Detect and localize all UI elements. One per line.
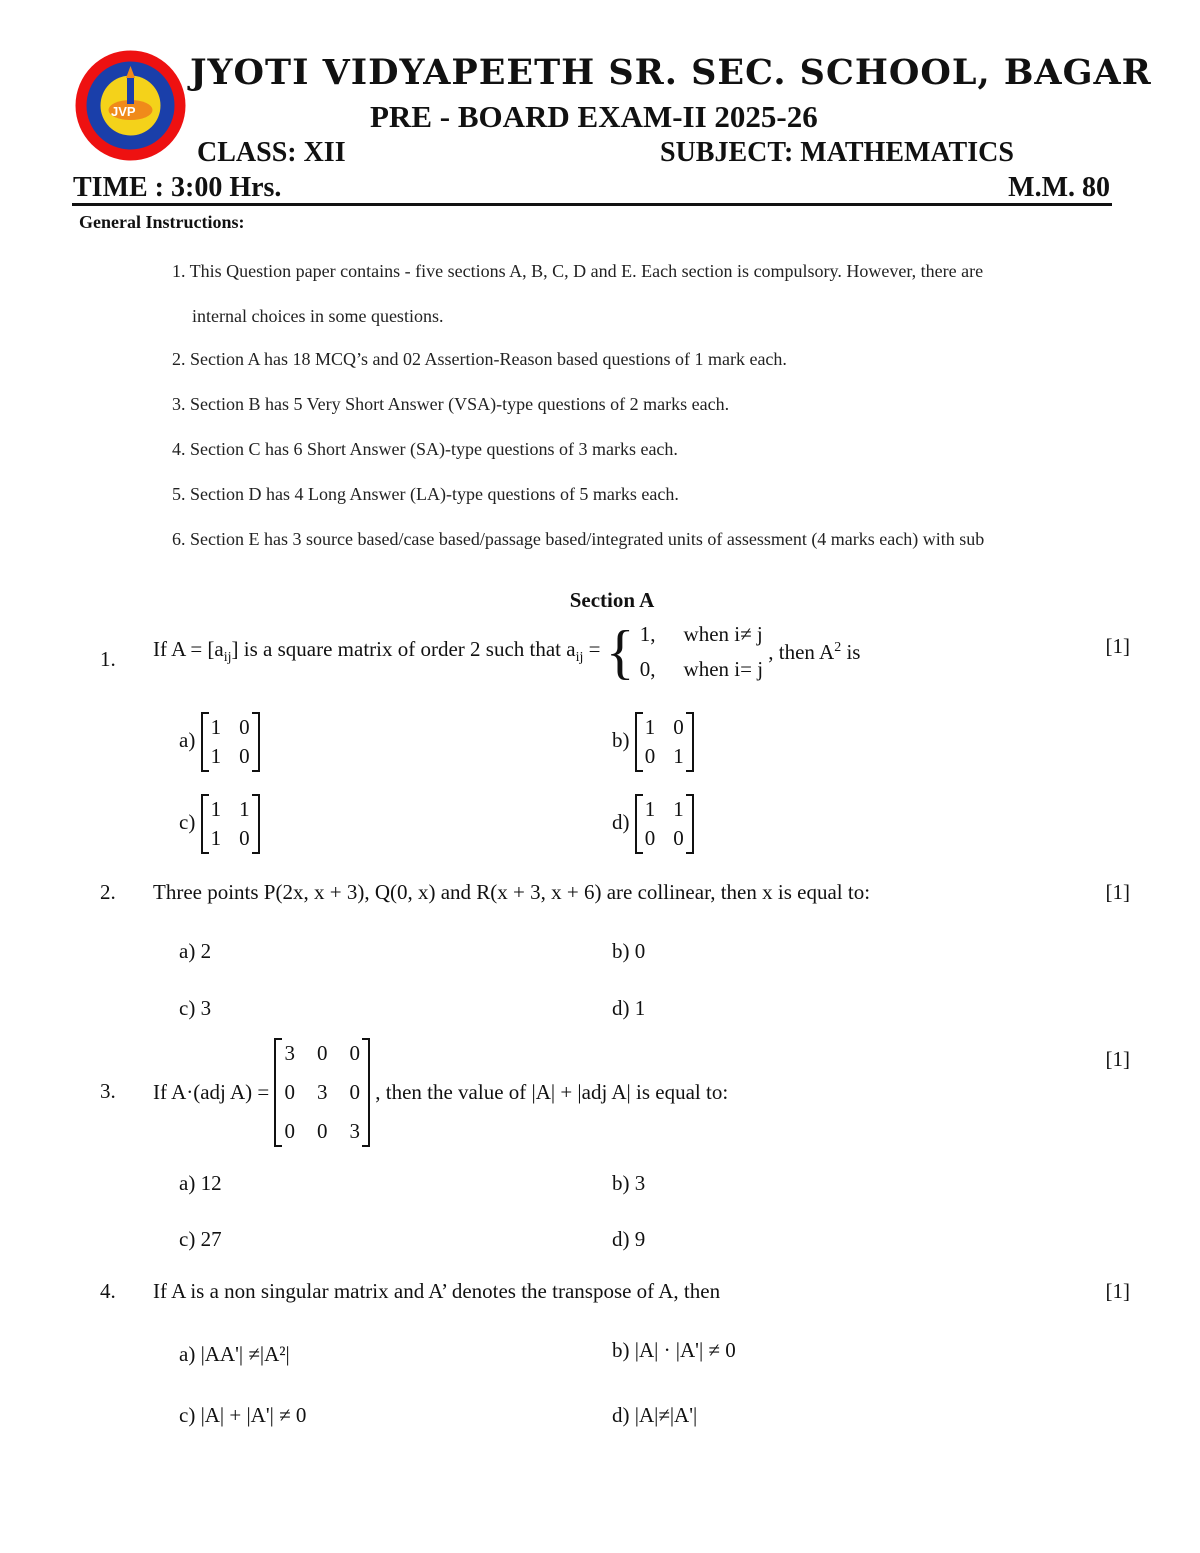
instruction-item: 3. Section B has 5 Very Short Answer (VSA)-type questions of 2 marks each.: [172, 394, 730, 414]
instruction-item: 6. Section E has 3 source based/case based/passage based/integrated units of assessment (4 marks each) with sub: [172, 529, 985, 549]
question-text: If A·(adj A) = 3 0 0 0 3 0 0 0 3 , then the value of |A| + |adj A| is equal to:: [153, 1038, 728, 1147]
option-c: c) 3: [179, 996, 212, 1020]
question-text: If A is a non singular matrix and A’ denotes the transpose of A, then: [153, 1279, 721, 1303]
logo-subtext: [79, 34, 87, 35]
section-title: Section A: [569, 588, 655, 612]
instruction-item: 1. This Question paper contains - five sections A, B, C, D and E. Each section is compulsory. However, there are: [172, 261, 984, 281]
logo-mark: JVP: [111, 104, 136, 119]
instruction-item: 2. Section A has 18 MCQ’s and 02 Assertion-Reason based questions of 1 mark each.: [172, 349, 787, 369]
class-label: CLASS: XII: [197, 137, 346, 168]
option-c: c) |A| + |A'| ≠ 0: [179, 1403, 307, 1427]
instruction-item: internal choices in some questions.: [192, 306, 444, 326]
option-b: b) 1 0 0 1: [612, 712, 694, 772]
question-text: If $A = [a_{ij}]$ is a square matrix of order 2 such that $a_{ij}$ = { 1, when i≠ j 0, when i= j , then $A^2$ is: [153, 619, 861, 685]
option-d: d) 9: [612, 1227, 646, 1251]
instruction-item: 4. Section C has 6 Short Answer (SA)-type questions of 3 marks each.: [172, 439, 678, 459]
option-a: a) 12: [179, 1171, 222, 1195]
instruction-item: 5. Section D has 4 Long Answer (LA)-type questions of 5 marks each.: [172, 484, 679, 504]
option-c: c) 1 1 1 0: [179, 794, 260, 854]
marks-label: [1]: [1105, 634, 1130, 658]
option-b: b) |A| · |A'| ≠ 0: [612, 1338, 736, 1362]
option-d: d) |A|≠|A'|: [612, 1403, 698, 1427]
question-number: 3.: [100, 1079, 116, 1103]
subject-label: SUBJECT: MATHEMATICS: [660, 137, 1014, 168]
exam-title: PRE - BOARD EXAM-II 2025-26: [370, 99, 818, 134]
option-d: d) 1: [612, 996, 646, 1020]
school-name: JYOTI VIDYAPEETH SR. SEC. SCHOOL, BAGAR: [190, 52, 1152, 93]
question-number: 2.: [100, 880, 116, 904]
marks-label: [1]: [1105, 1047, 1130, 1071]
question-number: 4.: [100, 1279, 116, 1303]
option-d: d) 1 1 0 0: [612, 794, 694, 854]
option-a: a) 2: [179, 939, 212, 963]
option-b: b) 0: [612, 939, 646, 963]
school-logo: [73, 48, 188, 163]
header-divider: [72, 203, 1112, 206]
marks-label: [1]: [1105, 1279, 1130, 1303]
option-b: b) 3: [612, 1171, 646, 1195]
option-c: c) 27: [179, 1227, 222, 1251]
instructions-title: General Instructions:: [79, 212, 245, 232]
option-a: a) |AA'| ≠|A²|: [179, 1342, 290, 1366]
marks-label: [1]: [1105, 880, 1130, 904]
option-a: a) 1 0 1 0: [179, 712, 260, 772]
question-text: Three points P(2x, x + 3), Q(0, x) and R(x + 3, x + 6) are collinear, then x is equal to:: [153, 880, 871, 904]
max-marks-label: M.M. 80: [1008, 172, 1110, 203]
time-label: TIME : 3:00 Hrs.: [73, 172, 282, 203]
question-number: 1.: [100, 647, 116, 671]
